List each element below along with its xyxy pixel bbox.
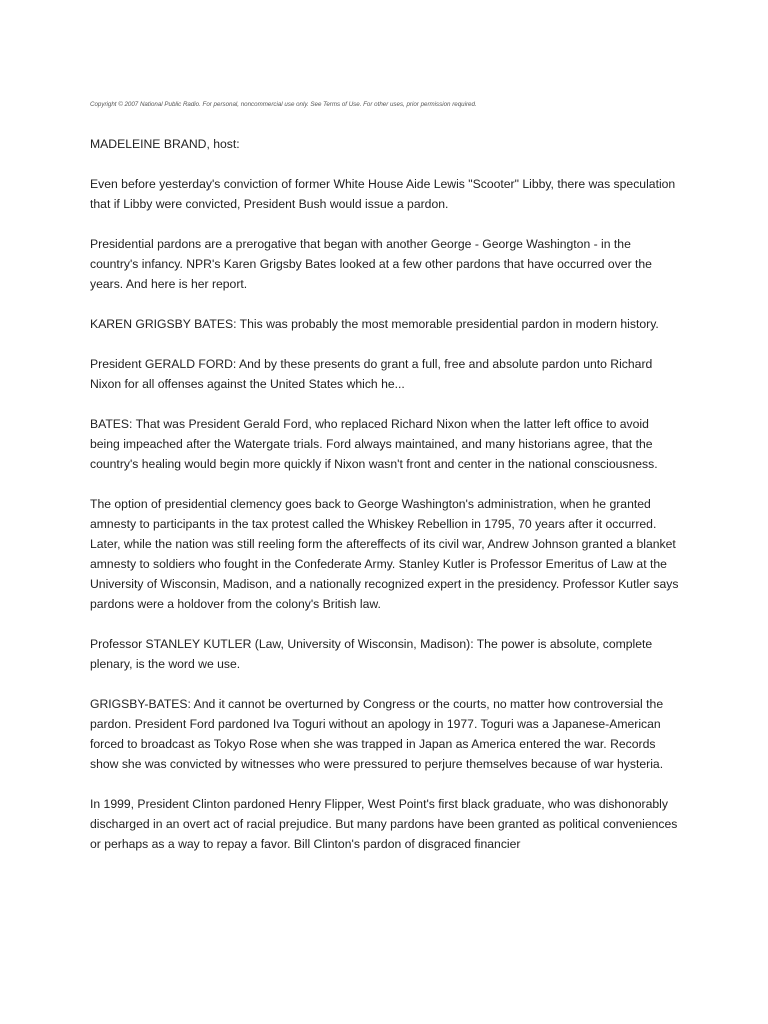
transcript-page [90,99,680,854]
paragraph: GRIGSBY-BATES: And it cannot be overturned by Congress or the courts, no matter how controversial the pardon. President Ford pardoned Iva Toguri without an apology in 1977. Toguri was a Japanese-American forced to broadcast as Tokyo Rose when she was trapped in Japan as America entered the war. Records show she was convicted by witnesses who were pressured to perjure themselves because of war hysteria. [90,697,664,771]
paragraph: Even before yesterday's conviction of former White House Aide Lewis "Scooter" Libby, there was speculation that if Libby were convicted, President Bush would issue a pardon. [90,177,676,211]
paragraph: In 1999, President Clinton pardoned Henry Flipper, West Point's first black graduate, who was dishonorably discharged in an overt act of racial prejudice. But many pardons have been granted as political conveniences or perhaps as a way to repay a favor. Bill Clinton's pardon of disgraced financier [90,797,678,851]
copyright-notice: Copyright © 2007 National Public Radio. For personal, noncommercial use only. See Terms of Use. For other uses, prior permission required. [90,101,477,108]
paragraph: The option of presidential clemency goes back to George Washington's administration, when he granted amnesty to participants in the tax protest called the Whiskey Rebellion in 1795, 70 years after it occurred. Later, while the nation was still reeling form the aftereffects of its civil war, Andrew Johnson granted a blanket amnesty to soldiers who fought in the Confederate Army. Stanley Kutler is Professor Emeritus of Law at the University of Wisconsin, Madison, and a nationally recognized expert in the presidency. Professor Kutler says pardons were a holdover from the colony's British law. [90,497,679,611]
paragraph: KAREN GRIGSBY BATES: This was probably the most memorable presidential pardon in modern history. [90,317,659,331]
paragraph: President GERALD FORD: And by these presents do grant a full, free and absolute pardon unto Richard Nixon for all offenses against the United States which he... [90,357,653,391]
paragraph-host-intro: MADELEINE BRAND, host: [90,137,240,151]
paragraph: BATES: That was President Gerald Ford, who replaced Richard Nixon when the latter left office to avoid being impeached after the Watergate trials. Ford always maintained, and many historians agree, that the country's healing would begin more quickly if Nixon wasn't front and center in the national consciousness. [90,417,658,471]
paragraph: Presidential pardons are a prerogative that began with another George - George Washington - in the country's infancy. NPR's Karen Grigsby Bates looked at a few other pardons that have occurred over the years. And here is her report. [90,237,652,291]
paragraph: Professor STANLEY KUTLER (Law, University of Wisconsin, Madison): The power is absolute, complete plenary, is the word we use. [90,637,653,671]
